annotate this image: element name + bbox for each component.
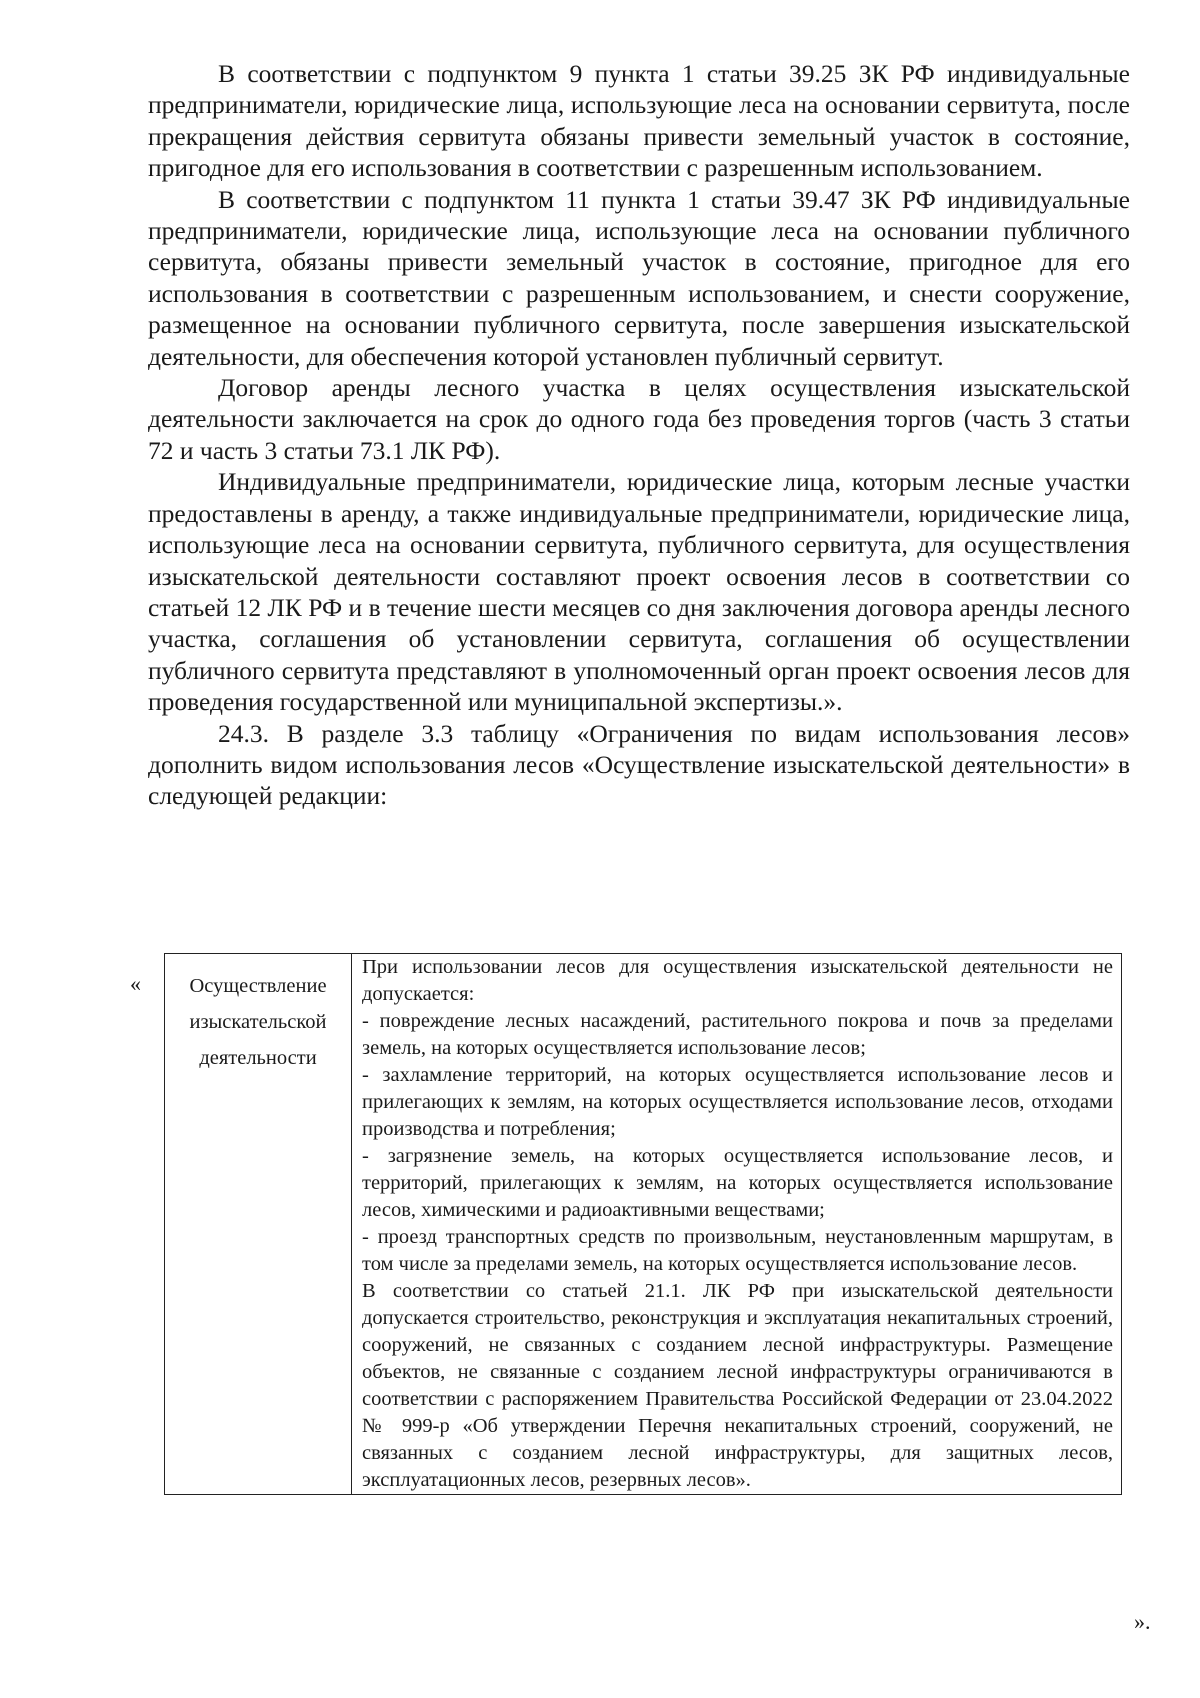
restriction-permitted-note: В соответствии со статьей 21.1. ЛК РФ при изыскательской деятельности допускается строительство, реконструкция и эксплуатация некапитальных строений, сооружений, не связанных с созданием лесной инфраструктуры. Размещение объектов, не связанные с созданием лесной инфраструктуры ограничиваются в соответствии с распоряжением Правительства Российской Федерации от 23.04.2022 № 999-р «Об утверждении Перечня некапитальных строений, сооружений, не связанных с созданием лесной инфраструктуры, для защитных лесов, эксплуатационных лесов, резервных лесов».	[362, 1280, 1113, 1491]
forest-use-type-line: Осуществление	[189, 975, 327, 997]
forest-use-type-line: деятельности	[199, 1047, 317, 1069]
restriction-item: - загрязнение земель, на которых осуществляется использование лесов, и территорий, прилегающих к землям, на которых осуществляется использование лесов, химическими и радиоактивными веществами;	[362, 1145, 1113, 1221]
paragraph-2: В соответствии с подпунктом 11 пункта 1 статьи 39.47 ЗК РФ индивидуальные предприниматели, юридические лица, использующие леса на основании публичного сервитута, обязаны привести земельный участок в состояние, пригодное для его использования в соответствии с разрешенным использованием, и снести сооружение, размещенное на основании публичного сервитута, после завершения изыскательской деятельности, для обеспечения которой установлен публичный сервитут.	[148, 184, 1130, 371]
paragraph-4: Индивидуальные предприниматели, юридические лица, которым лесные участки предоставлены в аренду, а также индивидуальные предприниматели, юридические лица, использующие леса на основании сервитута, публичного сервитута, для осуществления изыскательской деятельности составляют проект освоения лесов в соответствии со статьей 12 ЛК РФ и в течение шести месяцев со дня заключения договора аренды лесного участка, соглашения об установлении сервитута, соглашения об осуществлении публичного сервитута представляют в уполномоченный орган проект освоения лесов для проведения государственной или муниципальной экспертизы.».	[148, 467, 1130, 717]
open-quote-mark: «	[130, 971, 141, 996]
restriction-intro: При использовании лесов для осуществления изыскательской деятельности не допускается:	[362, 956, 1113, 1005]
forest-use-type-line: изыскательской	[189, 1011, 327, 1033]
restriction-item: - проезд транспортных средств по произвольным, неустановленным маршрутам, в том числе за пределами земель, на которых осуществляется использование лесов.	[362, 1226, 1113, 1275]
restriction-item: - повреждение лесных насаждений, растительного покрова и почв за пределами земель, на которых осуществляется использование лесов;	[362, 1010, 1113, 1059]
close-quote-mark: ».	[1134, 1609, 1151, 1634]
paragraph-5: 24.3. В разделе 3.3 таблицу «Ограничения по видам использования лесов» дополнить видом использования лесов «Осуществление изыскательской деятельности» в следующей редакции:	[148, 718, 1130, 811]
paragraph-3: Договор аренды лесного участка в целях осуществления изыскательской деятельности заключается на срок до одного года без проведения торгов (часть 3 статьи 72 и часть 3 статьи 73.1 ЛК РФ).	[148, 373, 1130, 465]
paragraph-1: В соответствии с подпунктом 9 пункта 1 статьи 39.25 ЗК РФ индивидуальные предприниматели, юридические лица, использующие леса на основании сервитута, после прекращения действия сервитута обязаны привести земельный участок в состояние, пригодное для его использования в соответствии с разрешенным использованием.	[148, 59, 1130, 183]
document-body	[148, 58, 1130, 812]
restriction-item: - захламление территорий, на которых осуществляется использование лесов и прилегающих к землям, на которых осуществляется использование лесов, отходами производства и потребления;	[362, 1064, 1113, 1140]
table-row	[165, 954, 1122, 1495]
restrictions-description-cell	[352, 954, 1122, 1495]
forest-use-type-cell	[165, 954, 352, 1495]
restrictions-table	[164, 953, 1122, 1495]
